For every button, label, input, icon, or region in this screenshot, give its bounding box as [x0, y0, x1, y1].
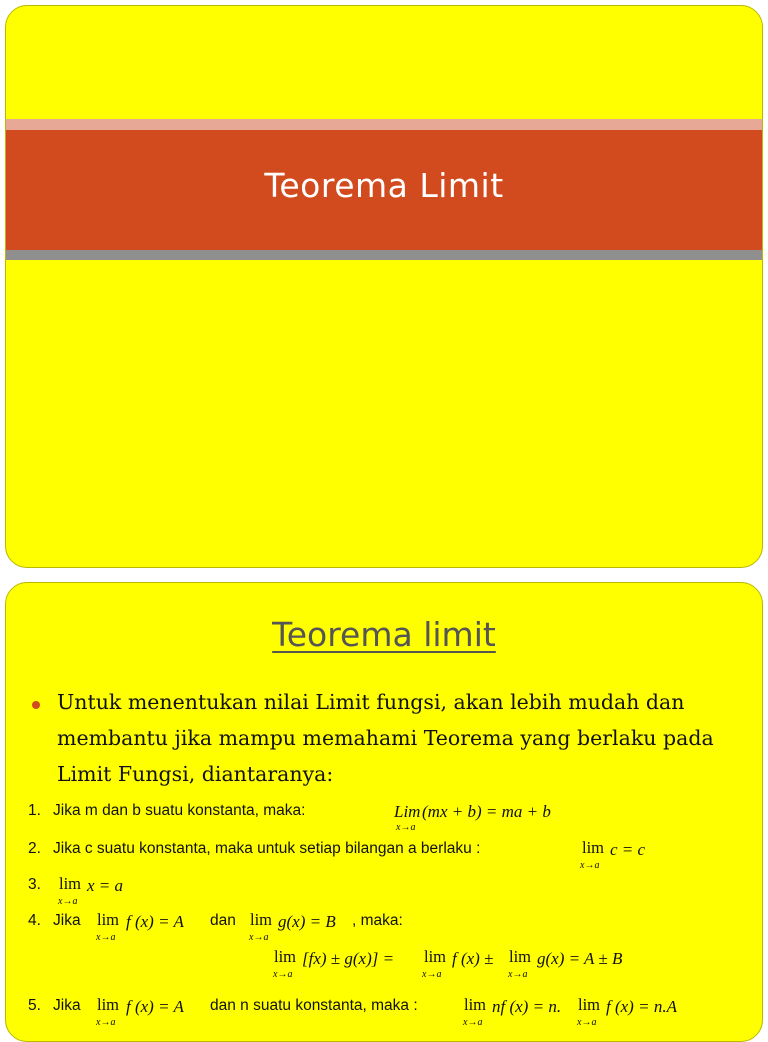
intro-line: Untuk menentukan nilai Limit fungsi, akan lebih mudah dan	[57, 690, 685, 714]
item-text: Jika m dan b suatu konstanta, maka:	[53, 802, 306, 819]
intro-line: membantu jika mampu memahami Teorema yang berlaku pada	[57, 726, 714, 750]
limit-expression: f (x) = A	[126, 912, 184, 931]
limit-expression: x = a	[87, 876, 124, 895]
limit-subscript: x→a	[422, 969, 442, 980]
limit-expression: [fx) ± g(x)] =	[302, 949, 395, 968]
limit-operator: lim	[274, 947, 297, 966]
limit-operator: lim	[578, 995, 601, 1014]
title-band	[6, 130, 762, 250]
limit-expression: nf (x) = n.	[492, 997, 562, 1016]
limit-operator: lim	[97, 995, 120, 1014]
limit-operator: lim	[582, 838, 605, 857]
limit-operator: lim	[424, 947, 447, 966]
limit-expression: f (x) ±	[452, 949, 494, 968]
intro-line: Limit Fungsi, diantaranya:	[57, 762, 334, 786]
limit-subscript: x→a	[577, 1017, 597, 1028]
item-text: Jika	[53, 997, 81, 1014]
item-number: 4.	[28, 912, 41, 929]
limit-subscript: x→a	[508, 969, 528, 980]
limit-operator: lim	[59, 874, 82, 893]
limit-operator: lim	[97, 910, 120, 929]
limit-expression: f (x) = A	[126, 997, 184, 1016]
item-text: dan	[210, 912, 236, 929]
limit-operator: Lim	[394, 802, 421, 821]
limit-operator: lim	[464, 995, 487, 1014]
limit-expression: g(x) = B	[278, 912, 336, 931]
limit-subscript: x→a	[463, 1017, 483, 1028]
item-text: Jika c suatu konstanta, maka untuk setiap bilangan a berlaku :	[53, 840, 481, 857]
item-number: 2.	[28, 840, 41, 857]
limit-operator: lim	[250, 910, 273, 929]
content-slide-title: Teorema limit	[272, 615, 496, 654]
limit-operator: lim	[509, 947, 532, 966]
item-number: 5.	[28, 997, 41, 1014]
item-text: dan n suatu konstanta, maka :	[210, 997, 418, 1014]
item-number: 3.	[28, 876, 41, 893]
limit-subscript: x→a	[96, 1017, 116, 1028]
limit-subscript: x→a	[396, 822, 416, 833]
limit-subscript: x→a	[249, 932, 269, 943]
title-slide	[5, 5, 763, 568]
content-slide	[5, 582, 763, 1042]
intro-paragraph	[57, 684, 737, 792]
limit-expression: f (x) = n.A	[606, 997, 677, 1016]
limit-expression: (mx + b) = ma + b	[422, 802, 551, 821]
limit-subscript: x→a	[96, 932, 116, 943]
limit-subscript: x→a	[580, 860, 600, 871]
limit-expression: g(x) = A ± B	[537, 949, 623, 968]
item-text: , maka:	[352, 912, 403, 929]
title-gray-stripe	[6, 250, 762, 260]
bullet-icon	[32, 701, 40, 709]
item-text: Jika	[53, 912, 81, 929]
limit-subscript: x→a	[273, 969, 293, 980]
item-number: 1.	[28, 802, 41, 819]
slide-title: Teorema Limit	[264, 166, 504, 205]
limit-subscript: x→a	[58, 896, 78, 907]
title-accent-stripe	[6, 119, 762, 130]
limit-expression: c = c	[610, 840, 646, 859]
